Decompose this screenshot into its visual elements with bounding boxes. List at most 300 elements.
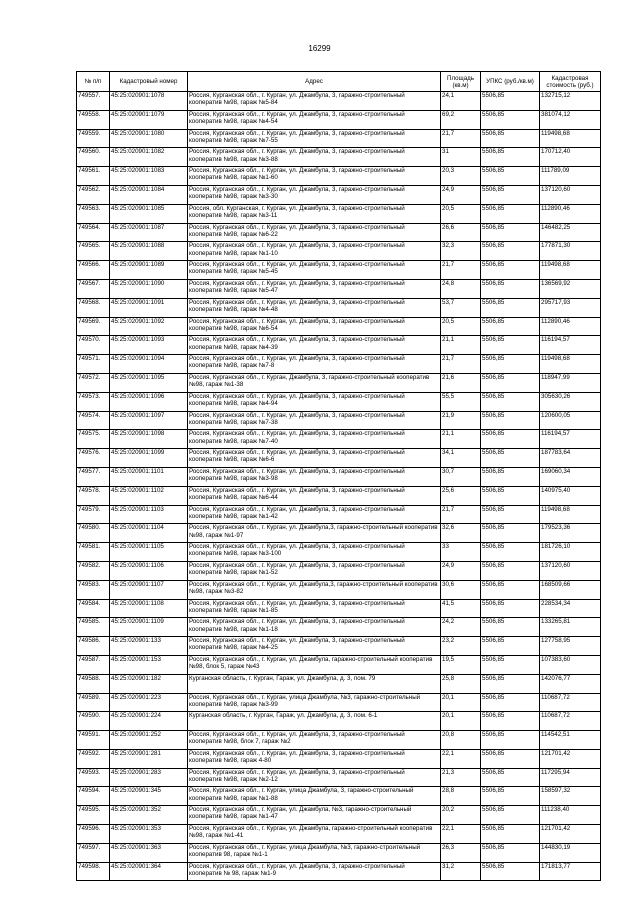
table-row — [77, 712, 601, 731]
upks-cell: 5506,85 — [481, 167, 540, 186]
table-row — [77, 693, 601, 712]
row-number: 749570. — [77, 336, 110, 355]
row-number: 749585. — [77, 618, 110, 637]
cadastral-number-cell: 45:25:020901:1078 — [110, 92, 188, 111]
cadastral-value-cell: 110687,72 — [540, 693, 601, 712]
table-row — [77, 524, 601, 543]
address-cell: Россия, Курганская обл., г. Курган, ул. Джамбула, 3, гаражно-строительный кооператив №98, гараж №1-10 — [188, 242, 441, 261]
row-number: 749591. — [77, 731, 110, 750]
area-cell: 21,3 — [441, 768, 481, 787]
cadastral-value-cell: 169060,34 — [540, 467, 601, 486]
upks-cell: 5506,85 — [481, 185, 540, 204]
upks-cell: 5506,85 — [481, 223, 540, 242]
cadastral-value-cell: 171813,77 — [540, 862, 601, 881]
cadastral-value-cell: 181726,10 — [540, 543, 601, 562]
address-cell: Россия, Курганская обл., г. Курган, ул. Джамбула, 3, гаражно-строительный кооператив №98, гараж №1-42 — [188, 505, 441, 524]
cadastral-value-cell: 170712,40 — [540, 148, 601, 167]
upks-cell: 5506,85 — [481, 712, 540, 731]
upks-cell: 5506,85 — [481, 787, 540, 806]
upks-cell: 5506,85 — [481, 373, 540, 392]
row-number: 749575. — [77, 430, 110, 449]
cadastral-value-cell: 137120,60 — [540, 561, 601, 580]
area-cell: 32,6 — [441, 524, 481, 543]
table-row — [77, 806, 601, 825]
address-cell: Россия, Курганская обл., г. Курган, ул. Джамбула, 3, гаражно-строительный кооператив №98, гараж №1-52 — [188, 561, 441, 580]
cadastral-table — [76, 71, 601, 881]
table-row — [77, 430, 601, 449]
address-cell: Россия, Курганская обл., г. Курган, ул. Джамбула, 3, гаражно-строительный кооператив №98, гараж №5-45 — [188, 261, 441, 280]
row-number: 749557. — [77, 92, 110, 111]
table-row — [77, 674, 601, 693]
cadastral-value-cell: 133265,81 — [540, 618, 601, 637]
row-number: 749560. — [77, 148, 110, 167]
table-row — [77, 862, 601, 881]
address-cell: Россия, Курганская обл., г. Курган, ул. Джамбула, 3, гаражно-строительный кооператив №98, гараж №3-30 — [188, 185, 441, 204]
area-cell: 21,1 — [441, 336, 481, 355]
upks-cell: 5506,85 — [481, 392, 540, 411]
header-cadastral-value: Кадастровая стоимость (руб.) — [540, 72, 601, 92]
cadastral-number-cell: 45:25:020901:1108 — [110, 599, 188, 618]
row-number: 749590. — [77, 712, 110, 731]
cadastral-value-cell: 121701,42 — [540, 749, 601, 768]
row-number: 749584. — [77, 599, 110, 618]
table-row — [77, 543, 601, 562]
table-row — [77, 185, 601, 204]
cadastral-number-cell: 45:25:020901:1105 — [110, 543, 188, 562]
cadastral-number-cell: 45:25:020901:224 — [110, 712, 188, 731]
table-row — [77, 637, 601, 656]
upks-cell: 5506,85 — [481, 355, 540, 374]
area-cell: 33 — [441, 543, 481, 562]
cadastral-value-cell: 112890,46 — [540, 204, 601, 223]
cadastral-number-cell: 45:25:020901:182 — [110, 674, 188, 693]
cadastral-number-cell: 45:25:020901:1103 — [110, 505, 188, 524]
upks-cell: 5506,85 — [481, 449, 540, 468]
row-number: 749592. — [77, 749, 110, 768]
upks-cell: 5506,85 — [481, 543, 540, 562]
cadastral-value-cell: 116194,57 — [540, 430, 601, 449]
row-number: 749586. — [77, 637, 110, 656]
table-row — [77, 336, 601, 355]
address-cell: Россия, Курганская обл., г. Курган, ул. Джамбула, 3, гаражно-строительный кооператив №98, гараж №4-25 — [188, 637, 441, 656]
table-header-row — [77, 72, 601, 92]
upks-cell: 5506,85 — [481, 430, 540, 449]
row-number: 749558. — [77, 110, 110, 129]
table-row — [77, 204, 601, 223]
area-cell: 23,2 — [441, 637, 481, 656]
area-cell: 32,3 — [441, 242, 481, 261]
cadastral-value-cell: 120600,05 — [540, 411, 601, 430]
cadastral-value-cell: 110687,72 — [540, 712, 601, 731]
row-number: 749597. — [77, 843, 110, 862]
table-row — [77, 749, 601, 768]
upks-cell: 5506,85 — [481, 204, 540, 223]
address-cell: Россия, Курганская обл., г. Курган, ул. Джамбула, гаражно-строительный кооператив №98, блок 5, гараж №43 — [188, 655, 441, 674]
area-cell: 25,8 — [441, 674, 481, 693]
row-number: 749589. — [77, 693, 110, 712]
upks-cell: 5506,85 — [481, 524, 540, 543]
row-number: 749593. — [77, 768, 110, 787]
table-row — [77, 317, 601, 336]
cadastral-number-cell: 45:25:020901:252 — [110, 731, 188, 750]
row-number: 749562. — [77, 185, 110, 204]
row-number: 749563. — [77, 204, 110, 223]
address-cell: Россия, Курганская обл., г. Курган, ул. Джамбула, 3, гаражно-строительный кооператив № 98, гараж №1-9 — [188, 862, 441, 881]
cadastral-number-cell: 45:25:020901:364 — [110, 862, 188, 881]
address-cell: Россия, Курганская обл., г. Курган, ул. Джамбула, 3, гаражно-строительный кооператив №98, гараж №7-55 — [188, 129, 441, 148]
area-cell: 19,5 — [441, 655, 481, 674]
area-cell: 24,1 — [441, 92, 481, 111]
table-row — [77, 599, 601, 618]
address-cell: Россия, Курганская обл., г. Курган, ул. Джамбула,3, гаражно-строительный кооператив №98, гараж №1-97 — [188, 524, 441, 543]
address-cell: Россия, Курганская обл., г. Курган, Джамбула, 3, гаражно-строительный кооператив №98, гараж №1-38 — [188, 373, 441, 392]
address-cell: Россия, Курганская обл., г. Курган, ул. Джамбула, 3, гаражно-строительный кооператив №98, гараж №4-94 — [188, 392, 441, 411]
cadastral-number-cell: 45:25:020901:1093 — [110, 336, 188, 355]
upks-cell: 5506,85 — [481, 637, 540, 656]
area-cell: 20,8 — [441, 731, 481, 750]
table-row — [77, 486, 601, 505]
table-row — [77, 167, 601, 186]
area-cell: 53,7 — [441, 298, 481, 317]
row-number: 749578. — [77, 486, 110, 505]
row-number: 749580. — [77, 524, 110, 543]
cadastral-number-cell: 45:25:020901:283 — [110, 768, 188, 787]
upks-cell: 5506,85 — [481, 768, 540, 787]
address-cell: Россия, Курганская обл., г. Курган, ул. Джамбула, 3, гаражно-строительный кооператив №98, гараж №3-88 — [188, 148, 441, 167]
cadastral-number-cell: 45:25:020901:1102 — [110, 486, 188, 505]
table-row — [77, 787, 601, 806]
cadastral-number-cell: 45:25:020901:1104 — [110, 524, 188, 543]
row-number: 749581. — [77, 543, 110, 562]
upks-cell: 5506,85 — [481, 806, 540, 825]
upks-cell: 5506,85 — [481, 148, 540, 167]
row-number: 749596. — [77, 825, 110, 844]
area-cell: 20,1 — [441, 712, 481, 731]
cadastral-value-cell: 228534,34 — [540, 599, 601, 618]
row-number: 749561. — [77, 167, 110, 186]
upks-cell: 5506,85 — [481, 336, 540, 355]
cadastral-number-cell: 45:25:020901:1095 — [110, 373, 188, 392]
cadastral-number-cell: 45:25:020901:1096 — [110, 392, 188, 411]
table-row — [77, 411, 601, 430]
table-row — [77, 392, 601, 411]
address-cell: Россия, Курганская обл., г. Курган, улица Джамбула, №3, гаражно-строительный кооператив №98, гараж №3-99 — [188, 693, 441, 712]
cadastral-value-cell: 295717,93 — [540, 298, 601, 317]
address-cell: Россия, Курганская обл., г. Курган, ул. Джамбула,3, гаражно-строительный кооператив №98, гараж №3-82 — [188, 580, 441, 599]
row-number: 749565. — [77, 242, 110, 261]
table-row — [77, 561, 601, 580]
area-cell: 28,8 — [441, 787, 481, 806]
cadastral-value-cell: 116194,57 — [540, 336, 601, 355]
upks-cell: 5506,85 — [481, 279, 540, 298]
address-cell: Россия, Курганская обл., г. Курган, ул. Джамбула, 3, гаражно-строительный кооператив №98, гараж №5-84 — [188, 92, 441, 111]
address-cell: Россия, Курганская обл., г. Курган, ул. Джамбула, 3, гаражно-строительный кооператив №98, гараж №7-38 — [188, 411, 441, 430]
cadastral-value-cell: 132715,12 — [540, 92, 601, 111]
upks-cell: 5506,85 — [481, 561, 540, 580]
row-number: 749594. — [77, 787, 110, 806]
header-address: Адрес — [188, 72, 441, 92]
area-cell: 24,8 — [441, 279, 481, 298]
cadastral-number-cell: 45:25:020901:133 — [110, 637, 188, 656]
cadastral-number-cell: 45:25:020901:1099 — [110, 449, 188, 468]
upks-cell: 5506,85 — [481, 242, 540, 261]
area-cell: 26,6 — [441, 223, 481, 242]
upks-cell: 5506,85 — [481, 505, 540, 524]
area-cell: 31,2 — [441, 862, 481, 881]
row-number: 749598. — [77, 862, 110, 881]
cadastral-number-cell: 45:25:020901:1083 — [110, 167, 188, 186]
area-cell: 24,9 — [441, 185, 481, 204]
cadastral-value-cell: 111789,09 — [540, 167, 601, 186]
table-row — [77, 148, 601, 167]
row-number: 749564. — [77, 223, 110, 242]
table-row — [77, 580, 601, 599]
row-number: 749577. — [77, 467, 110, 486]
upks-cell: 5506,85 — [481, 317, 540, 336]
cadastral-value-cell: 305630,26 — [540, 392, 601, 411]
table-row — [77, 449, 601, 468]
cadastral-number-cell: 45:25:020901:1080 — [110, 129, 188, 148]
table-row — [77, 129, 601, 148]
cadastral-value-cell: 381074,12 — [540, 110, 601, 129]
area-cell: 31 — [441, 148, 481, 167]
address-cell: Россия, Курганская обл., г. Курган, ул. Джамбула, 3, гаражно-строительный кооператив №98, гараж №4-48 — [188, 298, 441, 317]
upks-cell: 5506,85 — [481, 749, 540, 768]
row-number: 749595. — [77, 806, 110, 825]
row-number: 749576. — [77, 449, 110, 468]
cadastral-value-cell: 119498,68 — [540, 129, 601, 148]
cadastral-value-cell: 118947,99 — [540, 373, 601, 392]
cadastral-value-cell: 136569,92 — [540, 279, 601, 298]
row-number: 749571. — [77, 355, 110, 374]
upks-cell: 5506,85 — [481, 731, 540, 750]
cadastral-value-cell: 119498,68 — [540, 505, 601, 524]
address-cell: Россия, обл. Курганская, г. Курган, ул. Джамбула, 3, гаражно-строительный кооператив №98, гараж №3-11 — [188, 204, 441, 223]
upks-cell: 5506,85 — [481, 674, 540, 693]
address-cell: Россия, Курганская обл., г. Курган, ул. Джамбула, 3, гаражно-строительный кооператив №98, гараж №6-6 — [188, 449, 441, 468]
address-cell: Россия, Курганская обл., г. Курган, ул. Джамбула, 3, гаражно-строительный кооператив №98, гараж №7-8 — [188, 355, 441, 374]
cadastral-value-cell: 158597,32 — [540, 787, 601, 806]
upks-cell: 5506,85 — [481, 825, 540, 844]
area-cell: 21,7 — [441, 129, 481, 148]
address-cell: Курганская область, г. Курган, Гараж, ул. Джамбула, д. 3, пом. 6-1 — [188, 712, 441, 731]
cadastral-value-cell: 140975,40 — [540, 486, 601, 505]
cadastral-value-cell: 144830,19 — [540, 843, 601, 862]
cadastral-value-cell: 137120,60 — [540, 185, 601, 204]
row-number: 749582. — [77, 561, 110, 580]
cadastral-number-cell: 45:25:020901:1087 — [110, 223, 188, 242]
address-cell: Россия, Курганская обл., г. Курган, ул. Джамбула, 3, гаражно-строительный кооператив №98, гараж №6-22 — [188, 223, 441, 242]
area-cell: 21,7 — [441, 505, 481, 524]
area-cell: 20,1 — [441, 693, 481, 712]
address-cell: Россия, Курганская обл., г. Курган, ул. Джамбула, 3, гаражно-строительный кооператив №98, гараж №5-47 — [188, 279, 441, 298]
address-cell: Россия, Курганская обл., г. Курган, ул. Джамбула, 3, гаражно-строительный кооператив №98, гараж №1-60 — [188, 167, 441, 186]
row-number: 749559. — [77, 129, 110, 148]
area-cell: 34,1 — [441, 449, 481, 468]
table-row — [77, 825, 601, 844]
cadastral-value-cell: 121701,42 — [540, 825, 601, 844]
header-upks: УПКС (руб./кв.м) — [481, 72, 540, 92]
page-number: 16299 — [308, 44, 331, 53]
cadastral-value-cell: 117295,94 — [540, 768, 601, 787]
cadastral-number-cell: 45:25:020901:1094 — [110, 355, 188, 374]
cadastral-number-cell: 45:25:020901:345 — [110, 787, 188, 806]
address-cell: Россия, Курганская обл., г. Курган, ул. Джамбула, 3, гаражно-строительный кооператив №98, гараж №6-54 — [188, 317, 441, 336]
area-cell: 21,7 — [441, 261, 481, 280]
address-cell: Россия, Курганская обл., г. Курган, ул. Джамбула, 3, гаражно-строительный кооператив №98, гараж №3-100 — [188, 543, 441, 562]
address-cell: Россия, Курганская обл., г. Курган, ул. Джамбула, 3, гаражно-строительный кооператив №98, гараж №7-40 — [188, 430, 441, 449]
upks-cell: 5506,85 — [481, 110, 540, 129]
cadastral-number-cell: 45:25:020901:1109 — [110, 618, 188, 637]
area-cell: 20,5 — [441, 204, 481, 223]
upks-cell: 5506,85 — [481, 693, 540, 712]
row-number: 749579. — [77, 505, 110, 524]
row-number: 749572. — [77, 373, 110, 392]
address-cell: Россия, Курганская обл., г. Курган, ул. Джамбула, 3, гаражно-строительный кооператив №98, гараж №2-12 — [188, 768, 441, 787]
area-cell: 21,7 — [441, 355, 481, 374]
cadastral-number-cell: 45:25:020901:1082 — [110, 148, 188, 167]
cadastral-value-cell: 187783,64 — [540, 449, 601, 468]
upks-cell: 5506,85 — [481, 129, 540, 148]
area-cell: 21,1 — [441, 430, 481, 449]
cadastral-number-cell: 45:25:020901:1107 — [110, 580, 188, 599]
upks-cell: 5506,85 — [481, 486, 540, 505]
cadastral-value-cell: 179523,36 — [540, 524, 601, 543]
row-number: 749568. — [77, 298, 110, 317]
cadastral-number-cell: 45:25:020901:1085 — [110, 204, 188, 223]
address-cell: Россия, Курганская обл., г. Курган, ул. Джамбула, 3, гаражно-строительный кооператив №98, гараж №1-18 — [188, 618, 441, 637]
area-cell: 20,5 — [441, 317, 481, 336]
row-number: 749567. — [77, 279, 110, 298]
upks-cell: 5506,85 — [481, 411, 540, 430]
address-cell: Россия, Курганская обл., г. Курган, ул. Джамбула, 3, гаражно-строительный кооператив №98, гараж №1-85 — [188, 599, 441, 618]
cadastral-number-cell: 45:25:020901:1101 — [110, 467, 188, 486]
table-row — [77, 618, 601, 637]
upks-cell: 5506,85 — [481, 618, 540, 637]
table-row — [77, 355, 601, 374]
area-cell: 30,6 — [441, 580, 481, 599]
upks-cell: 5506,85 — [481, 862, 540, 881]
cadastral-value-cell: 119498,68 — [540, 355, 601, 374]
cadastral-number-cell: 45:25:020901:1084 — [110, 185, 188, 204]
table-row — [77, 223, 601, 242]
upks-cell: 5506,85 — [481, 655, 540, 674]
table-row — [77, 242, 601, 261]
cadastral-number-cell: 45:25:020901:1092 — [110, 317, 188, 336]
table-row — [77, 279, 601, 298]
cadastral-value-cell: 168509,66 — [540, 580, 601, 599]
table-row — [77, 843, 601, 862]
area-cell: 30,7 — [441, 467, 481, 486]
header-area: Площадь (кв.м) — [441, 72, 481, 92]
address-cell: Россия, Курганская обл., г. Курган, ул. Джамбула, №3, гаражно-строительный кооператив №98, гараж №1-47 — [188, 806, 441, 825]
cadastral-number-cell: 45:25:020901:1089 — [110, 261, 188, 280]
table-row — [77, 298, 601, 317]
area-cell: 24,9 — [441, 561, 481, 580]
cadastral-number-cell: 45:25:020901:1091 — [110, 298, 188, 317]
area-cell: 25,6 — [441, 486, 481, 505]
cadastral-number-cell: 45:25:020901:352 — [110, 806, 188, 825]
table-row — [77, 505, 601, 524]
table-row — [77, 373, 601, 392]
cadastral-value-cell: 119498,68 — [540, 261, 601, 280]
area-cell: 41,5 — [441, 599, 481, 618]
cadastral-value-cell: 146482,25 — [540, 223, 601, 242]
cadastral-value-cell: 142076,77 — [540, 674, 601, 693]
upks-cell: 5506,85 — [481, 92, 540, 111]
cadastral-value-cell: 177871,30 — [540, 242, 601, 261]
header-num: № п/п — [77, 72, 110, 92]
area-cell: 26,3 — [441, 843, 481, 862]
upks-cell: 5506,85 — [481, 599, 540, 618]
row-number: 749573. — [77, 392, 110, 411]
cadastral-number-cell: 45:25:020901:363 — [110, 843, 188, 862]
address-cell: Россия, Курганская обл., г. Курган, ул. Джамбула, 3, гаражно-строительный кооператив №98, гараж №4-54 — [188, 110, 441, 129]
cadastral-value-cell: 114542,51 — [540, 731, 601, 750]
upks-cell: 5506,85 — [481, 261, 540, 280]
area-cell: 21,6 — [441, 373, 481, 392]
table-row — [77, 467, 601, 486]
row-number: 749566. — [77, 261, 110, 280]
cadastral-number-cell: 45:25:020901:1106 — [110, 561, 188, 580]
cadastral-value-cell: 107383,60 — [540, 655, 601, 674]
cadastral-value-cell: 111238,40 — [540, 806, 601, 825]
upks-cell: 5506,85 — [481, 467, 540, 486]
address-cell: Россия, Курганская обл., г. Курган, улица Джамбула, 3, гаражно-строительный кооператив №98, гараж №1-88 — [188, 787, 441, 806]
cadastral-number-cell: 45:25:020901:1079 — [110, 110, 188, 129]
header-cadastral-number: Кадастровый номер — [110, 72, 188, 92]
table-row — [77, 92, 601, 111]
table-row — [77, 110, 601, 129]
cadastral-value-cell: 127758,95 — [540, 637, 601, 656]
row-number: 749588. — [77, 674, 110, 693]
cadastral-number-cell: 45:25:020901:1097 — [110, 411, 188, 430]
upks-cell: 5506,85 — [481, 298, 540, 317]
upks-cell: 5506,85 — [481, 843, 540, 862]
cadastral-number-cell: 45:25:020901:281 — [110, 749, 188, 768]
row-number: 749574. — [77, 411, 110, 430]
area-cell: 20,3 — [441, 167, 481, 186]
table-row — [77, 768, 601, 787]
cadastral-value-cell: 112890,46 — [540, 317, 601, 336]
address-cell: Курганская область, г. Курган, Гараж, ул. Джамбула, д. 3, пом. 79 — [188, 674, 441, 693]
upks-cell: 5506,85 — [481, 580, 540, 599]
address-cell: Россия, Курганская обл., г. Курган, ул. Джамбула, 3, гаражно-строительный кооператив №98, блок 7, гараж №2 — [188, 731, 441, 750]
address-cell: Россия, Курганская обл., г. Курган, улица Джамбула, №3, гаражно-строительный кооператив 98, гараж №1-1 — [188, 843, 441, 862]
row-number: 749569. — [77, 317, 110, 336]
row-number: 749583. — [77, 580, 110, 599]
area-cell: 69,2 — [441, 110, 481, 129]
address-cell: Россия, Курганская обл., г. Курган, ул. Джамбула, гаражно-строительный кооператив №98, гараж №1-41 — [188, 825, 441, 844]
row-number: 749587. — [77, 655, 110, 674]
area-cell: 21,9 — [441, 411, 481, 430]
area-cell: 22,1 — [441, 825, 481, 844]
cadastral-number-cell: 45:25:020901:153 — [110, 655, 188, 674]
address-cell: Россия, Курганская обл., г. Курган, ул. Джамбула, 3, гаражно-строительный кооператив №98, гараж №3-98 — [188, 467, 441, 486]
cadastral-number-cell: 45:25:020901:223 — [110, 693, 188, 712]
address-cell: Россия, Курганская обл., г. Курган, ул. Джамбула, 3, гаражно-строительный кооператив №98, гараж №6-44 — [188, 486, 441, 505]
area-cell: 20,2 — [441, 806, 481, 825]
cadastral-number-cell: 45:25:020901:1098 — [110, 430, 188, 449]
area-cell: 24,2 — [441, 618, 481, 637]
table-row — [77, 731, 601, 750]
cadastral-number-cell: 45:25:020901:353 — [110, 825, 188, 844]
cadastral-number-cell: 45:25:020901:1088 — [110, 242, 188, 261]
address-cell: Россия, Курганская обл., г. Курган, ул. Джамбула, 3, гаражно-строительный кооператив №98, гараж 4-80 — [188, 749, 441, 768]
area-cell: 22,1 — [441, 749, 481, 768]
table-row — [77, 655, 601, 674]
table-row — [77, 261, 601, 280]
